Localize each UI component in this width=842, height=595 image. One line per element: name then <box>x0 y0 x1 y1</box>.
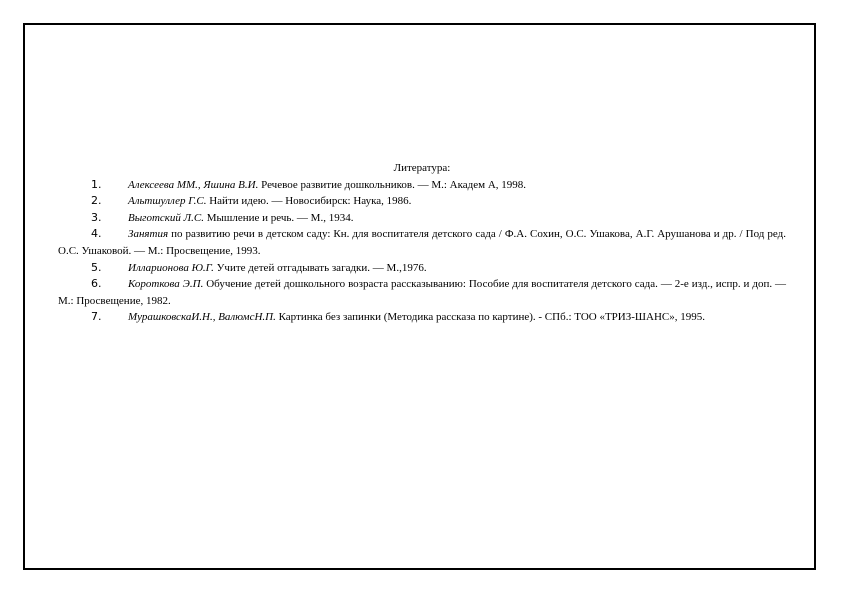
reference-number: 7. <box>91 310 102 324</box>
reference-number: 2. <box>91 194 102 208</box>
reference-item <box>58 193 786 210</box>
reference-text: Учите детей отгадывать загадки. — М.,1976. <box>213 261 427 274</box>
references-section <box>58 160 786 326</box>
reference-item <box>58 210 786 227</box>
reference-text: Обучение детей дошкольного возраста рассказыванию: Пособие для воспитателя детского сада. — 2-е изд., испр. и доп. — М.: Просвещение, 1982. <box>58 278 787 307</box>
reference-author: МурашковскаИ.Н., ВалюмсН.П. <box>128 311 276 324</box>
reference-number: 6. <box>91 277 102 291</box>
references-title: Литература: <box>393 162 451 174</box>
reference-number: 3. <box>91 210 102 224</box>
reference-item <box>58 260 786 277</box>
reference-item <box>58 276 786 309</box>
reference-author: Илларионова Ю.Г. <box>128 261 214 274</box>
reference-text: по развитию речи в детском саду: Кн. для воспитателя детского сада / Ф.А. Сохин, О.С. Ушакова, А.Г. Арушанова и др. / Под ред. О.С. Ушаковой. — М.: Просвещение, 1993. <box>58 228 786 257</box>
reference-author: Альтшуллер Г.С. <box>128 195 207 208</box>
reference-author: Короткова Э.П. <box>128 278 204 291</box>
reference-number: 5. <box>91 260 102 274</box>
reference-author: Занятия <box>128 228 169 241</box>
reference-author: Выготский Л.С. <box>128 211 204 224</box>
reference-item <box>58 226 786 259</box>
reference-item <box>58 309 786 326</box>
reference-text: Речевое развитие дошкольников. — М.: Академ А, 1998. <box>258 178 527 191</box>
reference-text: Найти идею. — Новосибирск: Наука, 1986. <box>206 195 412 208</box>
reference-text: Картинка без запинки (Методика рассказа по картине). - СПб.: ТОО «ТРИЗ-ШАНС», 1995. <box>275 311 705 324</box>
reference-number: 1. <box>91 177 102 191</box>
reference-number: 4. <box>91 227 102 241</box>
references-list <box>58 177 786 326</box>
reference-text: Мышление и речь. — М., 1934. <box>203 211 354 224</box>
reference-author: Алексеева ММ., Яшина В.И. <box>128 178 259 191</box>
reference-item <box>58 177 786 194</box>
